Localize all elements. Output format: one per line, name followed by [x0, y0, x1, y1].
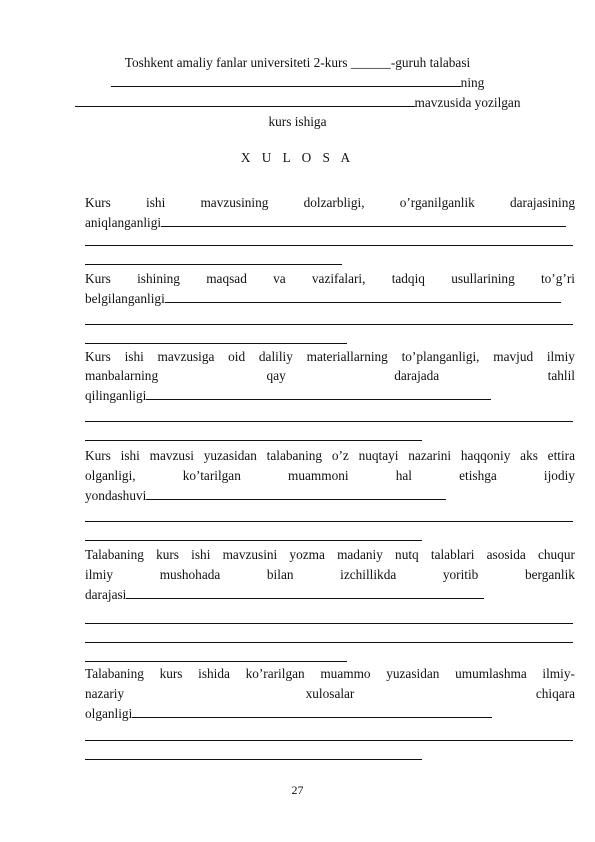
section-5-line-2: ilmiy mushohada bilan izchillikda yoritib berganlik [85, 567, 575, 582]
section-4-line-2: olganligi, ko’tarilgan muammoni hal etishga ijodiy [85, 468, 575, 483]
section-6-line-2: nazariy xulosalar chiqara [85, 686, 575, 701]
section-6-line-1: Talabaning kurs ishida ko’rarilgan muammo yuzasidan umumlashma ilmiy- [85, 666, 575, 681]
section-3-line-2: manbalarning qay darajada tahlil [85, 368, 575, 383]
topic-blank [75, 94, 415, 107]
section-5-line-3: darajasi [85, 586, 575, 603]
blank-line [85, 661, 347, 662]
blank-line [85, 759, 422, 760]
blank-line [85, 440, 422, 441]
section-2-line-2: belgilanganligi [85, 290, 575, 307]
section-4-line-3: yondashuvi [85, 487, 575, 504]
blank-line [85, 740, 573, 741]
name-blank [111, 74, 461, 87]
header-line-1: Toshkent amaliy fanlar universiteti 2-kurs ______-guruh talabasi [124, 55, 471, 70]
section-1-line-1: Kurs ishi mavzusining dolzarbligi, o’rganilganlik darajasining [85, 195, 575, 210]
section-3-line-1: Kurs ishi mavzusiga oid daliliy materiallarning to’planganligi, mavjud ilmiy [85, 349, 575, 364]
blank-line [85, 343, 347, 344]
blank-line [85, 264, 342, 265]
section-1-line-2: aniqlanganligi [85, 214, 575, 231]
blank-line [85, 421, 573, 422]
blank-line [85, 623, 573, 624]
header-line-2 [0, 74, 595, 91]
section-4-line-1: Kurs ishi mavzusi yuzasidan talabaning o’z nuqtayi nazarini haqqoniy aks ettira [85, 448, 575, 463]
header-line-3 [0, 94, 595, 111]
section-5-line-1: Talabaning kurs ishi mavzusini yozma madaniy nutq talablari asosida chuqur [85, 547, 575, 562]
blank-line [85, 245, 573, 246]
blank-line [85, 521, 573, 522]
section-2-line-1: Kurs ishining maqsad va vazifalari, tadqiq usullarining to’g’ri [85, 271, 575, 286]
blank-line [85, 540, 422, 541]
section-3-line-3: qilinganligi [85, 387, 575, 404]
blank-line [85, 642, 573, 643]
page-number: 27 [291, 783, 304, 797]
section-6-line-3: olganligi [85, 705, 575, 722]
header-ning: ning [460, 75, 485, 90]
header-line-4: kurs ishiga [268, 114, 327, 129]
page-title: X U L O S A [240, 150, 355, 165]
blank-line [85, 324, 573, 325]
header-mavzusida: mavzusida yozilgan [414, 95, 521, 110]
